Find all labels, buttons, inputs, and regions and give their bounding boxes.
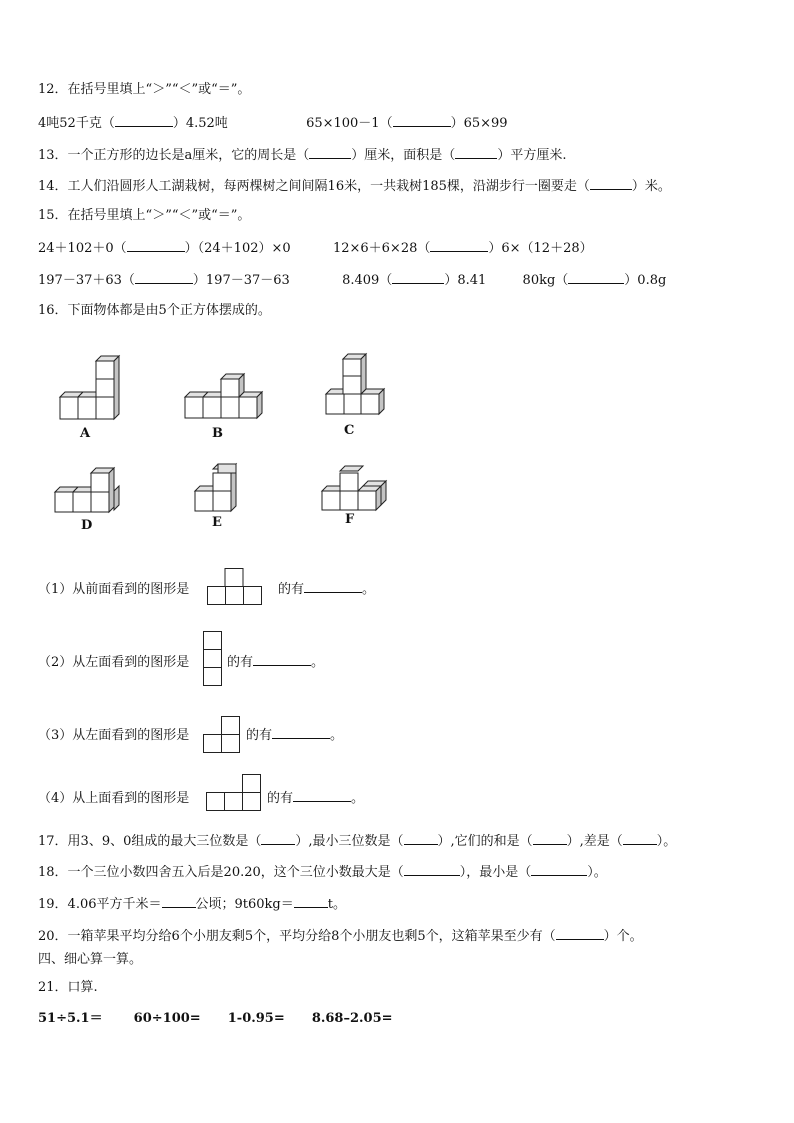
answer-blank[interactable] bbox=[272, 726, 330, 739]
answer-blank[interactable] bbox=[127, 239, 185, 252]
calc-item: 1-0.95= bbox=[227, 1011, 285, 1026]
calc-item: 51÷5.1＝ bbox=[38, 1011, 103, 1026]
q12-title: 12．在括号里填上“＞”“＜”或“＝”。 bbox=[38, 82, 251, 97]
answer-blank[interactable] bbox=[304, 580, 362, 593]
answer-blank[interactable] bbox=[162, 895, 196, 908]
answer-blank[interactable] bbox=[293, 789, 351, 802]
cube-figure-e bbox=[193, 461, 253, 516]
q15-row1: 24＋102＋0（ ）（24＋102）×0 12×6＋6×28（ ）6×（12＋28） bbox=[38, 241, 593, 256]
answer-blank[interactable] bbox=[623, 832, 657, 845]
q15-row2: 197－37＋63（ ）197－37－63 8.409（ ）8.41 80kg（ ）0.8g bbox=[38, 273, 667, 288]
top-view-shape bbox=[206, 774, 264, 812]
cube-stack bbox=[60, 356, 119, 419]
q16-sub1-answer: 的有 。 bbox=[278, 582, 376, 597]
answer-blank[interactable] bbox=[253, 653, 311, 666]
answer-blank[interactable] bbox=[392, 271, 444, 284]
left-view-shape-l bbox=[203, 716, 243, 754]
answer-blank[interactable] bbox=[115, 114, 173, 127]
answer-blank[interactable] bbox=[430, 239, 488, 252]
calc-item: 60÷100= bbox=[133, 1011, 201, 1026]
q16-sub4: （4）从上面看到的图形是 bbox=[38, 791, 190, 806]
answer-blank[interactable] bbox=[590, 177, 632, 190]
label-d: D bbox=[81, 518, 93, 533]
answer-blank[interactable] bbox=[556, 927, 604, 940]
front-view-shape bbox=[207, 568, 263, 606]
cube-figure-d bbox=[53, 465, 133, 515]
label-a: A bbox=[80, 426, 91, 441]
answer-blank[interactable] bbox=[135, 271, 193, 284]
answer-blank[interactable] bbox=[404, 863, 460, 876]
answer-blank[interactable] bbox=[533, 832, 567, 845]
q21-items bbox=[38, 1011, 393, 1027]
label-f: F bbox=[345, 512, 355, 527]
q19: 19．4.06平方千米＝ 公顷；9t60kg＝ t。 bbox=[38, 897, 346, 912]
label-c: C bbox=[344, 423, 355, 438]
q16-sub2-answer: 的有 。 bbox=[227, 655, 325, 670]
cube-figure-b bbox=[183, 375, 273, 425]
cube-figure-c bbox=[325, 353, 395, 418]
q16-title: 16．下面物体都是由5个正方体摆成的。 bbox=[38, 303, 271, 318]
q16-sub2: （2）从左面看到的图形是 bbox=[38, 655, 190, 670]
q20: 20．一箱苹果平均分给6个小朋友剩5个，平均分给8个小朋友也剩5个，这箱苹果至少有（ ）个。 bbox=[38, 929, 643, 944]
q14: 14．工人们沿圆形人工湖栽树，每两棵树之间间隔16米，一共栽树185棵，沿湖步行一圈要走（ ）米。 bbox=[38, 179, 671, 194]
q16-sub3: （3）从左面看到的图形是 bbox=[38, 728, 190, 743]
cube-figure-f bbox=[320, 463, 400, 513]
label-e: E bbox=[212, 515, 222, 530]
q15-title: 15．在括号里填上“＞”“＜”或“＝”。 bbox=[38, 208, 251, 223]
answer-blank[interactable] bbox=[309, 146, 351, 159]
q16-sub4-answer: 的有 。 bbox=[267, 791, 365, 806]
answer-blank[interactable] bbox=[531, 863, 587, 876]
q16-sub1: （1）从前面看到的图形是 bbox=[38, 582, 190, 597]
q21-title: 21．口算. bbox=[38, 980, 98, 995]
q13: 13．一个正方形的边长是a厘米，它的周长是（ ）厘米，面积是（ ）平方厘米. bbox=[38, 148, 567, 163]
answer-blank[interactable] bbox=[393, 114, 451, 127]
q12-row: 4吨52千克（ ）4.52吨 65×100－1（ ）65×99 bbox=[38, 116, 508, 131]
q18: 18．一个三位小数四舍五入后是20.20，这个三位小数最大是（ ），最小是（ ）。 bbox=[38, 865, 607, 880]
q16-sub3-answer: 的有 。 bbox=[246, 728, 344, 743]
answer-blank[interactable] bbox=[261, 832, 295, 845]
q17: 17．用3、9、0组成的最大三位数是（ ）,最小三位数是（ ）,它们的和是（ ）,差是（ ）。 bbox=[38, 834, 677, 849]
label-b: B bbox=[212, 426, 223, 441]
left-view-shape-column bbox=[203, 631, 225, 689]
answer-blank[interactable] bbox=[568, 271, 624, 284]
section-heading: 四、细心算一算。 bbox=[38, 952, 143, 967]
answer-blank[interactable] bbox=[455, 146, 497, 159]
cube-figure-a bbox=[55, 355, 135, 425]
answer-blank[interactable] bbox=[404, 832, 438, 845]
answer-blank[interactable] bbox=[294, 895, 328, 908]
calc-item: 8.68–2.05= bbox=[311, 1011, 393, 1026]
